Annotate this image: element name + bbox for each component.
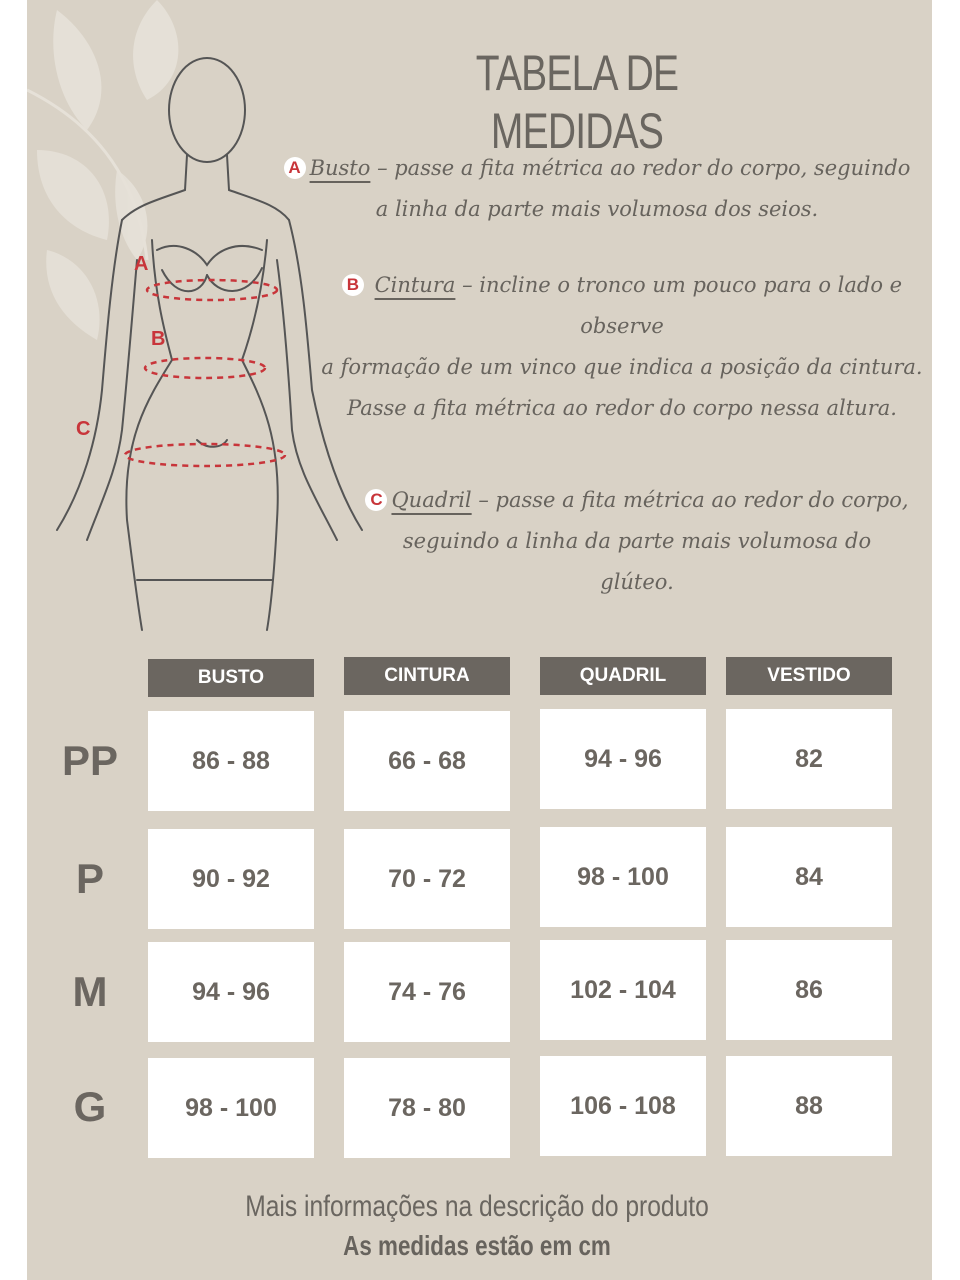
size-label-m: M [72, 968, 108, 1015]
table-cell: 94 - 96 [148, 942, 314, 1042]
cintura-line-2: observe [580, 314, 664, 338]
header-busto: BUSTO [148, 659, 314, 697]
cintura-line-1: – incline o tronco um pouco para o lado e [455, 273, 903, 297]
cintura-line-4: Passe a fita métrica ao redor do corpo nessa altura. [347, 396, 897, 420]
size-label-g: G [73, 1083, 107, 1130]
size-label-p: P [75, 855, 104, 902]
footer-units: As medidas estão em cm [343, 1230, 611, 1261]
figure-label-a: A [134, 253, 149, 275]
size-label-pp: PP [61, 737, 119, 784]
busto-term: Busto [309, 156, 371, 180]
busto-line-2: a linha da parte mais volumosa dos seios. [375, 197, 819, 221]
table-cell: 88 [726, 1056, 892, 1156]
header-vestido: VESTIDO [726, 657, 892, 695]
badge-a: A [284, 157, 306, 179]
table-cell: 94 - 96 [540, 709, 706, 809]
page-title: TABELA DE MEDIDAS [475, 45, 679, 159]
table-cell: 90 - 92 [148, 829, 314, 929]
size-chart-page [27, 0, 932, 1280]
table-cell: 70 - 72 [344, 829, 510, 929]
table-cell: 78 - 80 [344, 1058, 510, 1158]
quadril-description [347, 480, 927, 603]
table-cell: 84 [726, 827, 892, 927]
busto-line-1: – passe a fita métrica ao redor do corpo, seguindo [370, 156, 911, 180]
table-cell: 102 - 104 [540, 940, 706, 1040]
footer-info: Mais informações na descrição do produto [245, 1190, 709, 1223]
quadril-line-1: – passe a fita métrica ao redor do corpo, [471, 488, 909, 512]
cintura-description [317, 265, 927, 429]
quadril-line-2: seguindo a linha da parte mais volumosa do [402, 529, 872, 553]
table-cell: 98 - 100 [148, 1058, 314, 1158]
badge-c: C [365, 489, 387, 511]
quadril-term: Quadril [391, 488, 472, 512]
table-cell: 86 [726, 940, 892, 1040]
busto-description [277, 148, 917, 230]
table-cell: 82 [726, 709, 892, 809]
cintura-term: Cintura [374, 273, 456, 297]
table-cell: 66 - 68 [344, 711, 510, 811]
header-cintura: CINTURA [344, 657, 510, 695]
header-quadril: QUADRIL [540, 657, 706, 695]
table-cell: 98 - 100 [540, 827, 706, 927]
table-cell: 106 - 108 [540, 1056, 706, 1156]
badge-b: B [342, 274, 364, 296]
cintura-line-3: a formação de um vinco que indica a posição da cintura. [321, 355, 923, 379]
table-cell: 86 - 88 [148, 711, 314, 811]
figure-label-b: B [151, 328, 166, 350]
quadril-line-3: glúteo. [600, 570, 674, 594]
figure-label-c: C [76, 418, 91, 440]
table-cell: 74 - 76 [344, 942, 510, 1042]
